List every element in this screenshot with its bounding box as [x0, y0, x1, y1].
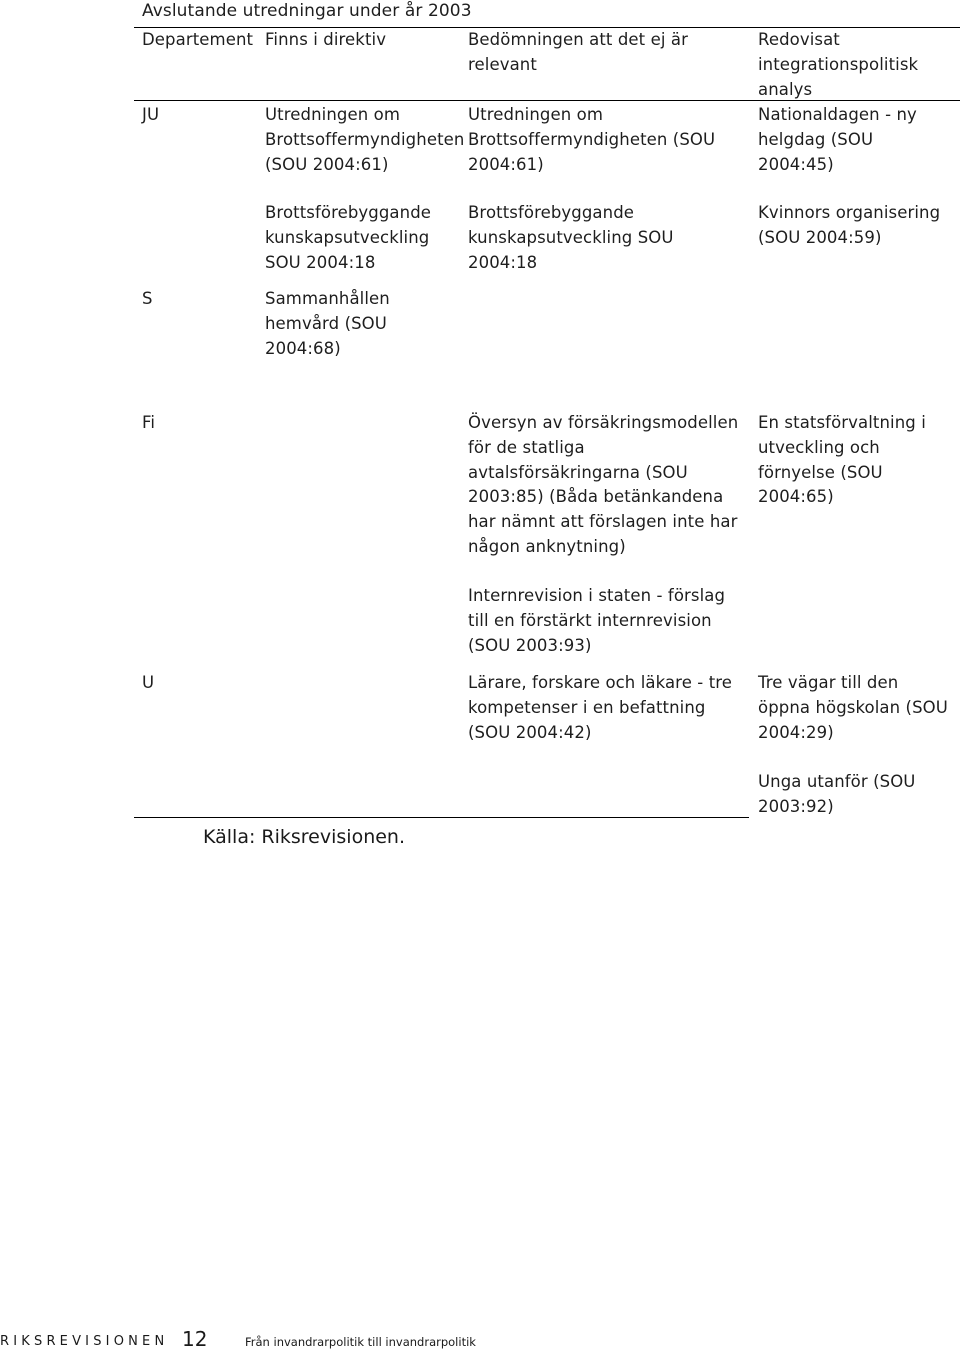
dept-ju: JU: [142, 105, 160, 124]
header-rule: [134, 100, 960, 101]
ju-relevant-1: Utredningen om Brottsoffermyndigheten (SOU 2004:61): [468, 105, 716, 174]
dept-s: S: [142, 289, 153, 308]
u-reported-1: Tre vägar till den öppna högskolan (SOU 2004:29): [758, 673, 948, 742]
fi-relevant-2: Internrevision i staten - förslag till en förstärkt internrevision (SOU 2003:93): [468, 586, 726, 655]
header-reported-analysis: Redovisat integrationspolitisk analys: [758, 30, 919, 99]
page-number: 12: [182, 1327, 208, 1351]
table-bottom-rule: [134, 817, 749, 818]
dept-u: U: [142, 673, 155, 692]
header-not-relevant: Bedömningen att det ej är relevant: [468, 30, 688, 74]
table-title: Avslutande utredningar under år 2003: [142, 1, 472, 21]
ju-directive-2: Brottsförebyggande kunskapsutveckling SOU 2004:18: [265, 203, 432, 272]
footer-doc-title: Från invandrarpolitik till invandrarpolitik: [245, 1335, 476, 1349]
u-relevant-1: Lärare, forskare och läkare - tre kompetenser i en befattning (SOU 2004:42): [468, 673, 733, 742]
header-department: Departement: [142, 30, 254, 49]
u-reported-2: Unga utanför (SOU 2003:92): [758, 772, 916, 816]
footer-brand: RIKSREVISIONEN: [0, 1334, 169, 1349]
s-directive-1: Sammanhållen hemvård (SOU 2004:68): [265, 289, 390, 358]
header-in-directive: Finns i direktiv: [265, 30, 387, 49]
dept-fi: Fi: [142, 413, 156, 432]
fi-relevant-1: Översyn av försäkringsmodellen för de statliga avtalsförsäkringarna (SOU 2003:85) (Båda betänkandena har nämnt att förslagen inte har någon anknytning): [468, 413, 739, 556]
ju-directive-1: Utredningen om Brottsoffermyndigheten (SOU 2004:61): [265, 105, 465, 174]
ju-relevant-2: Brottsförebyggande kunskapsutveckling SOU 2004:18: [468, 203, 674, 272]
fi-reported-1: En statsförvaltning i utveckling och förnyelse (SOU 2004:65): [758, 413, 926, 507]
ju-reported-2: Kvinnors organisering (SOU 2004:59): [758, 203, 941, 247]
ju-reported-1: Nationaldagen - ny helgdag (SOU 2004:45): [758, 105, 917, 174]
source-note: Källa: Riksrevisionen.: [203, 826, 406, 848]
